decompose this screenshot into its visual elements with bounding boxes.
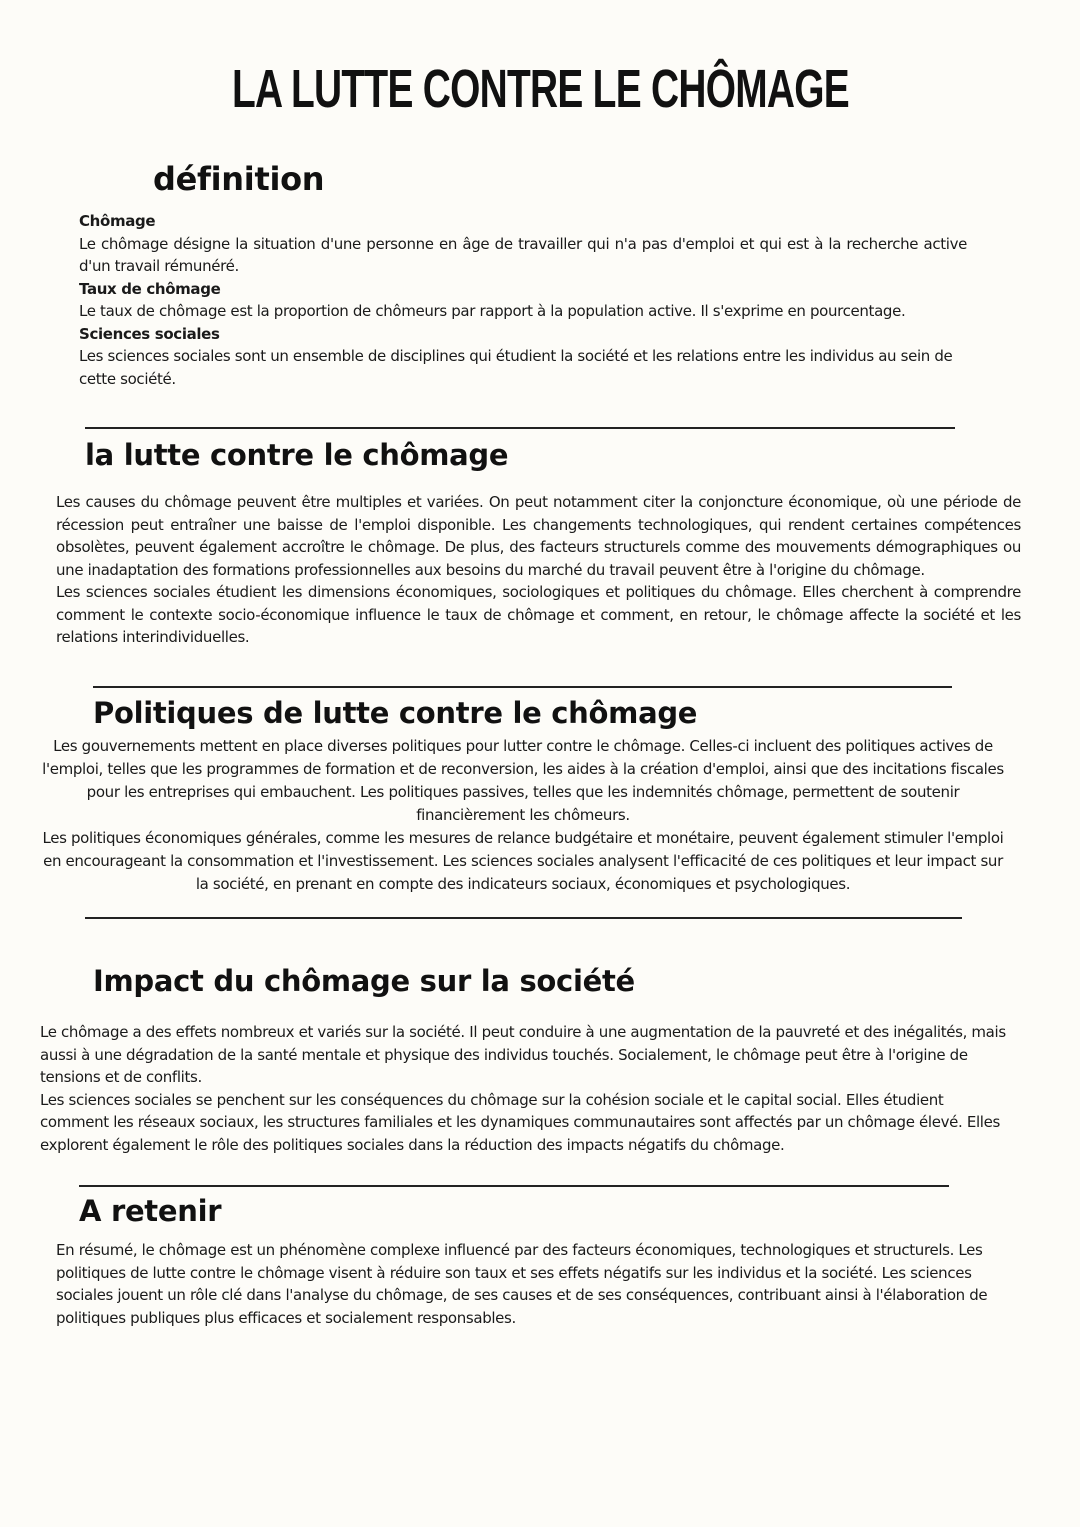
paragraph: Les sciences sociales se penchent sur les conséquences du chômage sur la cohésion sociale et le capital social. Elles étudient comment les réseaux sociaux, les structures familiales et les dynamiques communautaires sont affectés par un chômage élevé. Elles explorent également le rôle des politiques sociales dans la réduction des impacts négatifs du chômage. <box>40 1090 1000 1154</box>
retenir-heading: A retenir <box>79 1194 222 1228</box>
page-title-text: LA LUTTE CONTRE LE CHÔMAGE <box>231 59 849 119</box>
divider <box>79 1185 949 1187</box>
divider <box>93 686 952 688</box>
lutte-section <box>56 491 1021 649</box>
page-title <box>0 58 1080 120</box>
paragraph: En résumé, le chômage est un phénomène complexe influencé par des facteurs économiques, technologiques et structurels. Les politiques de lutte contre le chômage visent à réduire son taux et ses effets négatifs sur les individus et la société. Les sciences sociales jouent un rôle clé dans l'analyse du chômage, de ses causes et de ses conséquences, contribuant ainsi à l'élaboration de politiques publiques plus efficaces et socialement responsables. <box>56 1241 988 1327</box>
politiques-heading: Politiques de lutte contre le chômage <box>93 696 698 730</box>
divider <box>85 427 955 429</box>
impact-heading: Impact du chômage sur la société <box>93 964 635 998</box>
definition-list <box>79 210 967 390</box>
definition-term: Sciences sociales <box>79 324 220 343</box>
paragraph: Les politiques économiques générales, comme les mesures de relance budgétaire et monétaire, peuvent également stimuler l'emploi en encourageant la consommation et l'investissement. Les sciences sociales analysent l'efficacité de ces politiques et leur impact sur la société, en prenant en compte des indicateurs sociaux, économiques et psychologiques. <box>42 829 1004 893</box>
definition-text: Le taux de chômage est la proportion de chômeurs par rapport à la population active. Il s'exprime en pourcentage. <box>79 302 906 320</box>
impact-section <box>40 1021 1008 1156</box>
divider <box>85 917 962 919</box>
paragraph: Le chômage a des effets nombreux et variés sur la société. Il peut conduire à une augmentation de la pauvreté et des inégalités, mais aussi à une dégradation de la santé mentale et physique des individus touchés. Socialement, le chômage peut être à l'origine de tensions et de conflits. <box>40 1023 1006 1086</box>
paragraph: Les sciences sociales étudient les dimensions économiques, sociologiques et politiques du chômage. Elles cherchent à comprendre comment le contexte socio-économique influence le taux de chômage et comment, en retour, le chômage affecte la société et les relations interindividuelles. <box>56 583 1021 646</box>
lutte-heading: la lutte contre le chômage <box>85 438 509 472</box>
definition-text: Les sciences sociales sont un ensemble de disciplines qui étudient la société et les relations entre les individus au sein de cette société. <box>79 347 953 388</box>
definition-term: Taux de chômage <box>79 279 221 298</box>
politiques-section <box>42 735 1004 896</box>
definition-term: Chômage <box>79 212 156 230</box>
retenir-section <box>56 1239 1006 1329</box>
paragraph: Les gouvernements mettent en place diverses politiques pour lutter contre le chômage. Celles-ci incluent des politiques actives de l'emploi, telles que les programmes de formation et de reconversion, les aides à la création d'emploi, ainsi que des incitations fiscales pour les entreprises qui embauchent. Les politiques passives, telles que les indemnités chômage, permettent de soutenir financièrement les chômeurs. <box>42 737 1004 824</box>
paragraph: Les causes du chômage peuvent être multiples et variées. On peut notamment citer la conjoncture économique, où une période de récession peut entraîner une baisse de l'emploi disponible. Les changements technologiques, qui rendent certaines compétences obsolètes, peuvent également accroître le chômage. De plus, des facteurs structurels comme des mouvements démographiques ou une inadaptation des formations professionnelles aux besoins du marché du travail peuvent être à l'origine du chômage. <box>56 493 1021 579</box>
definition-heading: définition <box>153 160 325 198</box>
definition-text: Le chômage désigne la situation d'une personne en âge de travailler qui n'a pas d'emploi et qui est à la recherche active d'un travail rémunéré. <box>79 234 967 275</box>
